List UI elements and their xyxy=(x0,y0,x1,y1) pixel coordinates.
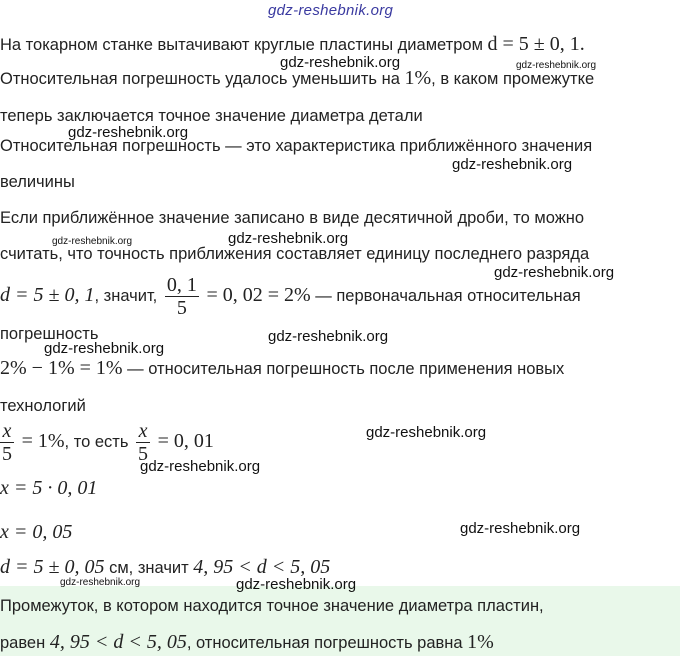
watermark: gdz-reshebnik.org xyxy=(268,328,389,345)
watermark: gdz-reshebnik.org xyxy=(228,230,349,247)
step-math: 2% − 1% = 1% xyxy=(0,357,123,379)
step-2-cont: технологий xyxy=(0,397,86,415)
step-math: 4, 95 < d < 5, 05 xyxy=(193,556,331,578)
problem-text: На токарном станке вытачивают круглые пластины диаметром xyxy=(0,36,483,54)
rule-line-2: считать, что точность приближения составляет единицу последнего разряда xyxy=(0,245,590,263)
problem-text: Относительная погрешность удалось уменьшить на xyxy=(0,70,400,88)
problem-math: d = 5 ± 0, 1. xyxy=(487,33,585,55)
fraction-denominator: 5 xyxy=(138,443,149,466)
problem-line-1 xyxy=(0,34,585,55)
step-2 xyxy=(0,358,564,379)
definition-line-1: Относительная погрешность — это характеристика приближённого значения xyxy=(0,137,593,155)
fraction xyxy=(0,420,14,465)
step-text: см, значит xyxy=(104,559,189,577)
answer-math: 1% xyxy=(467,631,494,653)
watermark: gdz-reshebnik.org xyxy=(44,340,165,357)
step-4: x = 5 · 0, 01 xyxy=(0,477,98,499)
watermark: gdz-reshebnik.org xyxy=(494,264,615,281)
problem-math: 1% xyxy=(404,67,432,89)
answer-line-2 xyxy=(0,632,494,653)
fraction-numerator: x xyxy=(0,420,14,443)
watermark: gdz-reshebnik.org xyxy=(460,520,581,537)
watermark: gdz-reshebnik.org xyxy=(280,54,401,71)
step-math: = 1% xyxy=(21,430,65,452)
watermark-small: gdz-reshebnik.org xyxy=(60,577,141,588)
problem-line-2 xyxy=(0,68,594,89)
fraction-numerator: x xyxy=(136,420,150,443)
watermark: gdz-reshebnik.org xyxy=(140,458,261,475)
step-math: = 0, 01 xyxy=(157,430,214,452)
watermark: gdz-reshebnik.org xyxy=(452,156,573,173)
step-math: d = 5 ± 0, 1 xyxy=(0,284,95,306)
answer-line-1: Промежуток, в котором находится точное значение диаметра пластин, xyxy=(0,597,544,615)
watermark-small: gdz-reshebnik.org xyxy=(516,60,597,71)
answer-math: 4, 95 < d < 5, 05 xyxy=(49,631,187,653)
fraction-denominator: 5 xyxy=(176,297,187,320)
step-text: , значит, xyxy=(94,287,158,305)
watermark: gdz-reshebnik.org xyxy=(366,424,487,441)
step-text: , то есть xyxy=(64,433,129,451)
fraction xyxy=(165,274,199,319)
step-math: d = 5 ± 0, 05 xyxy=(0,556,105,578)
watermark: gdz-reshebnik.org xyxy=(68,124,189,141)
step-5: x = 0, 05 xyxy=(0,521,73,543)
answer-text: , относительная погрешность равна xyxy=(186,634,463,652)
step-text: — первоначальная относительная xyxy=(310,287,581,305)
step-6 xyxy=(0,557,330,578)
fraction-numerator: 0, 1 xyxy=(166,274,197,297)
step-math: = 0, 02 = 2% xyxy=(206,284,311,306)
fraction-denominator: 5 xyxy=(2,443,12,466)
problem-text: , в каком промежутке xyxy=(431,70,595,88)
watermark-top: gdz-reshebnik.org xyxy=(268,2,394,19)
problem-line-3: теперь заключается точное значение диаметра детали xyxy=(0,107,423,125)
step-text: — относительная погрешность после применения новых xyxy=(122,360,565,378)
rule-line-1: Если приближённое значение записано в виде десятичной дроби, то можно xyxy=(0,209,585,227)
step-1-cont: погрешность xyxy=(0,325,99,343)
watermark-small: gdz-reshebnik.org xyxy=(52,236,133,247)
answer-text: равен xyxy=(0,634,46,652)
definition-line-2: величины xyxy=(0,173,75,191)
watermark: gdz-reshebnik.org xyxy=(236,576,357,593)
